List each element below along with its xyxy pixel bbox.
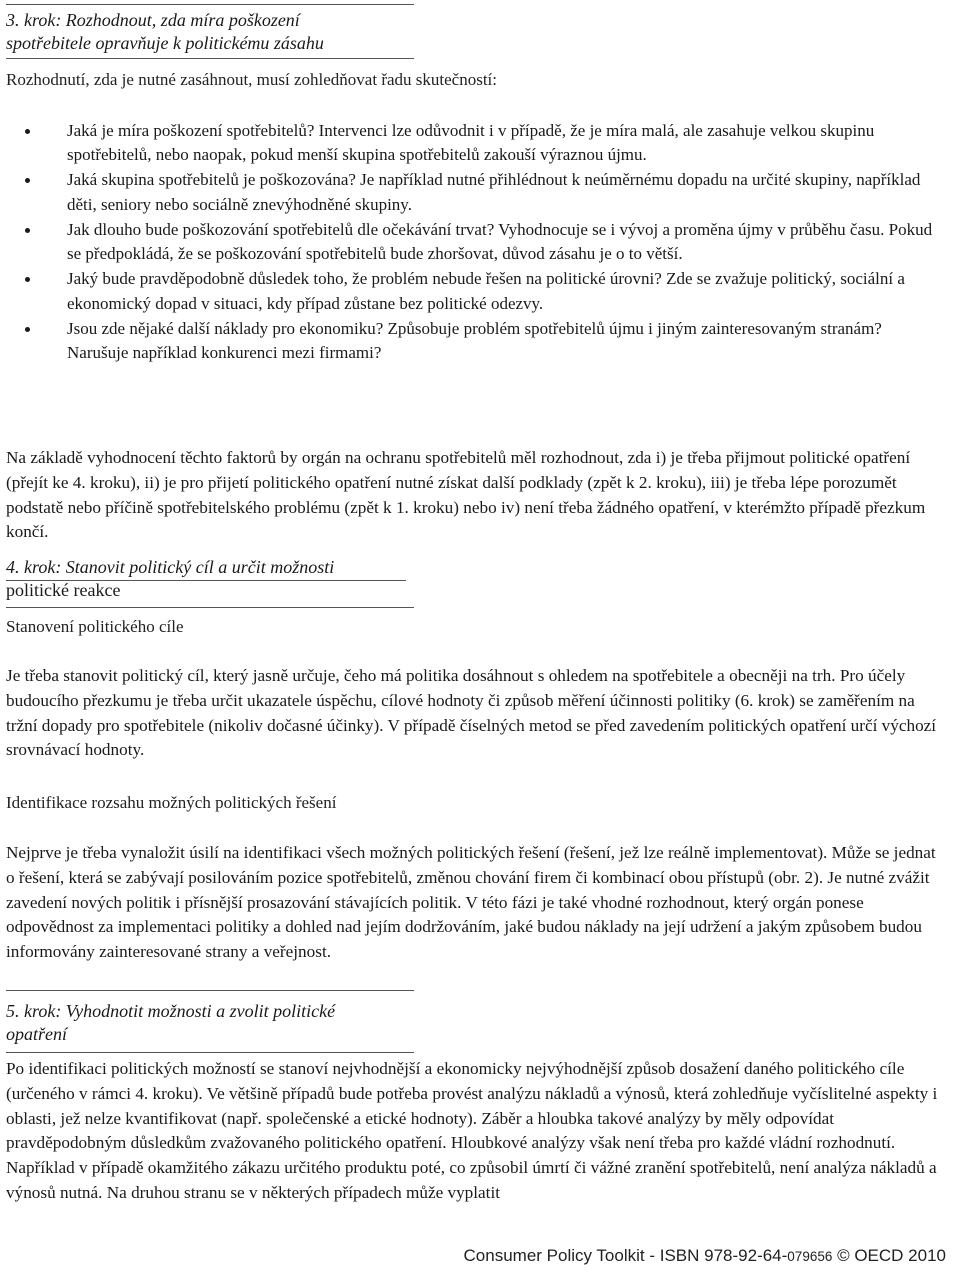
step4-title-line1: 4. krok: Stanovit politický cíl a určit možnosti (6, 557, 335, 577)
list-item: Jak dlouho bude poškozování spotřebitelů dle očekávání trvat? Vyhodnocuje se i vývoj a proměna újmy v průběhu času. Pokud se předpokládá, že se poškozování spotřebitelů bude zhoršovat, důvod zásahu je o to větší. (67, 218, 947, 267)
footer-isbn-suffix: 079656 (787, 1249, 833, 1264)
bullet-dot-icon (25, 228, 30, 233)
step3-title-line1: 3. krok: Rozhodnout, zda míra poškození (6, 10, 300, 30)
list-item: Jaká skupina spotřebitelů je poškozována? Je například nutné přihlédnout k neúměrnému dopadu na určité skupiny, například děti, seniory nebo sociálně znevýhodněné skupiny. (67, 168, 947, 217)
list-item: Jsou zde nějaké další náklady pro ekonomiku? Způsobuje problém spotřebitelů újmu i jiným zainteresovaným stranám? Narušuje například konkurenci mezi firmami? (67, 317, 947, 366)
bullet-dot-icon (25, 277, 30, 282)
step5-title-line2: opatření (6, 1024, 67, 1044)
step3-bullet-list (67, 119, 947, 366)
step4-title-line2: politické reakce (6, 580, 121, 600)
bullet-dot-icon (25, 178, 30, 183)
list-item: Jaká je míra poškození spotřebitelů? Intervenci lze odůvodnit i v případě, že je míra malá, ale zasahuje velkou skupinu spotřebitelů, nebo naopak, pokud menší skupina spotřebitelů zakouší výraznou újmu. (67, 119, 947, 168)
footer-copyright: © OECD 2010 (832, 1246, 946, 1265)
step5-para: Po identifikaci politických možností se stanoví nejvhodnější a ekonomicky nejvýhodnější způsob dosažení daného politického cíle (určeného v rámci 4. kroku). Ve většině případů bude potřeba provést analýzu nákladů a výnosů, která zohledňuje vyčíslitelné aspekty i oblasti, jež nelze kvantifikovat (např. společenské a etické hodnoty). Záběr a hloubka takové analýzy by měly odpovídat pravděpodobným důsledkům zvažovaného politického opatření. Hloubkové analýzy však není třeba pro každé vládní rozhodnutí. Například v případě okamžitého zákazu určitého produktu poté, co způsobil úmrtí či vážné zranění spotřebitelů, není analýza nákladů a výnosů nutná. Na druhou stranu se v některých případech může vyplatit (6, 1059, 938, 1202)
step5-title-line1: 5. krok: Vyhodnotit možnosti a zvolit politické (6, 1001, 336, 1021)
step5-top-rule (6, 990, 414, 991)
step3-conclusion: Na základě vyhodnocení těchto faktorů by orgán na ochranu spotřebitelů měl rozhodnout, zda i) je třeba přijmout politické opatření (přejít ke 4. kroku), ii) je pro přijetí politického opatření nutné získat další podklady (zpět k 2. kroku), iii) je třeba lépe porozumět podstatě nebo příčině spotřebitelského problému (zpět k 1. kroku) nebo iv) není třeba žádného opatření, v kterémžto případě přezkum končí. (6, 448, 926, 542)
step4-title (6, 556, 334, 602)
footer-text: Consumer Policy Toolkit - ISBN 978-92-64- (463, 1246, 788, 1265)
bullet-dot-icon (25, 129, 30, 134)
step3-title-line2: spotřebitele opravňuje k politickému zásahu (6, 33, 324, 53)
step4-subhead-solutions: Identifikace rozsahu možných politických řešení (6, 793, 337, 812)
bullet-dot-icon (25, 327, 30, 332)
top-rule (6, 4, 414, 5)
step4-title-rule-short (6, 580, 406, 581)
step3-intro: Rozhodnutí, zda je nutné zasáhnout, musí zohledňovat řadu skutečností: (6, 70, 497, 89)
step3-title-rule (6, 58, 414, 59)
step4-title-rule (6, 607, 414, 608)
step5-title (6, 1000, 335, 1046)
step5-title-rule (6, 1052, 414, 1053)
step3-title (6, 9, 324, 55)
step4-subhead-policy-goal: Stanovení politického cíle (6, 617, 184, 636)
page-footer (464, 1246, 946, 1266)
list-item: Jaký bude pravděpodobně důsledek toho, že problém nebude řešen na politické úrovni? Zde se zvažuje politický, sociální a ekonomický dopad v situaci, kdy případ zůstane bez politické odezvy. (67, 267, 947, 316)
step4-para-policy-goal: Je třeba stanovit politický cíl, který jasně určuje, čeho má politika dosáhnout s ohledem na spotřebitele a obecněji na trh. Pro účely budoucího přezkumu je třeba určit ukazatele úspěchu, cílové hodnoty či způsob měření účinnosti politiky (6. krok) se zaměřením na tržní dopady pro spotřebitele (nikoliv dočasné účinky). V případě číselných metod se před zavedením politických opatření určí výchozí srovnávací hodnoty. (6, 666, 937, 760)
step4-para-solutions: Nejprve je třeba vynaložit úsilí na identifikaci všech možných politických řešení (řešení, jež lze reálně implementovat). Může se jednat o řešení, která se zabývají posilováním pozice spotřebitelů, změnou chování firem či kombinací obou přístupů (obr. 2). Je nutné zvážit zavedení nových politik i přísnější prosazování stávajících politik. V této fázi je také vhodné rozhodnout, který orgán ponese odpovědnost za implementaci politiky a dohled nad jejím dodržováním, jaké budou náklady na její udržení a jakým způsobem budou informovány zainteresované strany a veřejnost. (6, 843, 936, 962)
